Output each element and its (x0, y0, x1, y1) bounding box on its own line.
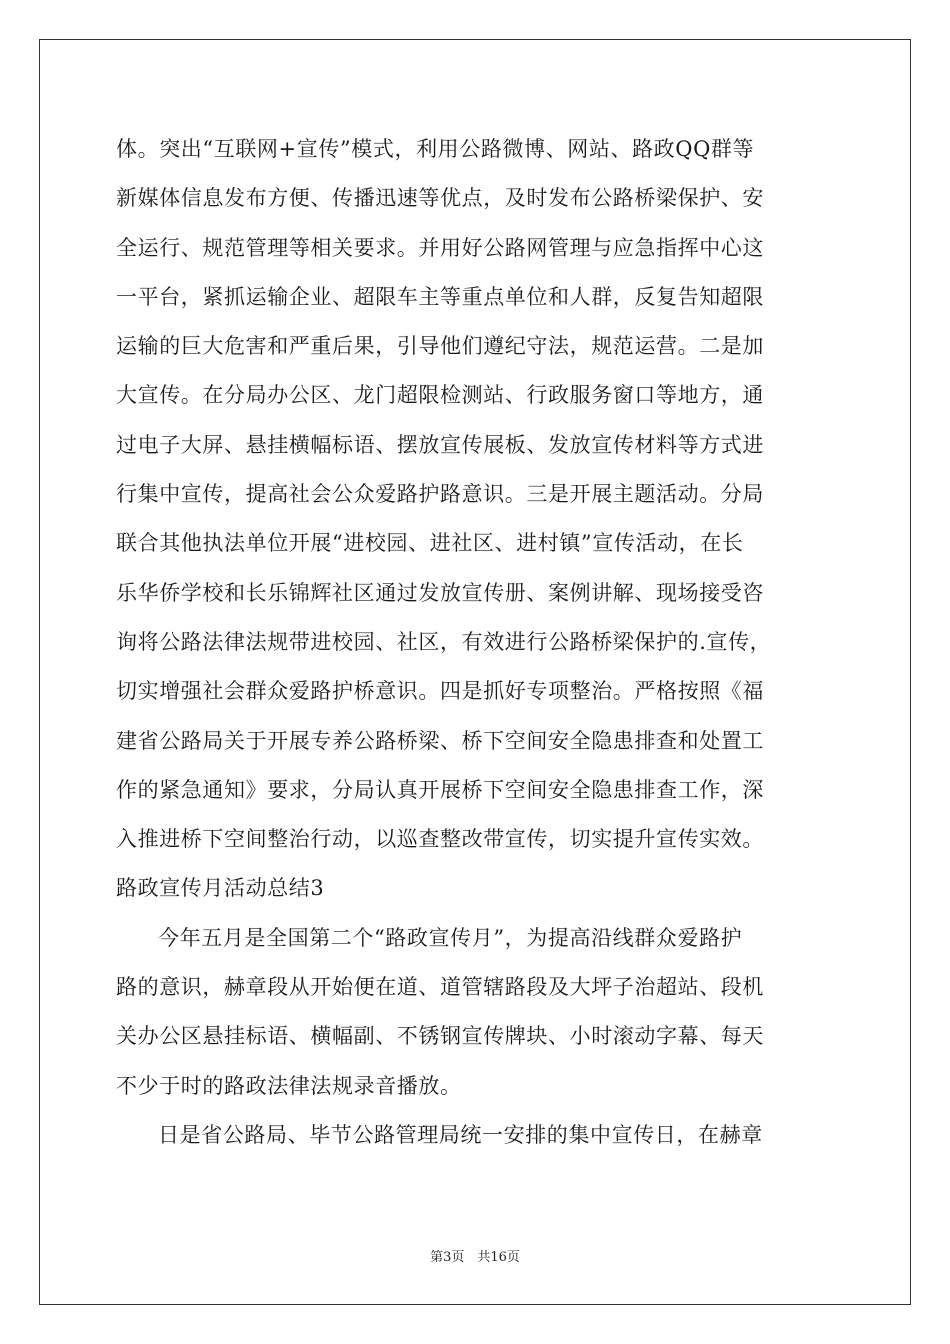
text-line: 过电子大屏、悬挂横幅标语、摆放宣传展板、发放宣传材料等方式进 (116, 432, 764, 457)
text-line: 一平台，紧抓运输企业、超限车主等重点单位和人群，反复告知超限 (116, 284, 764, 309)
text-line: 大宣传。在分局办公区、龙门超限检测站、行政服务窗口等地方，通 (116, 383, 764, 408)
text-line: 切实增强社会群众爱路护桥意识。四是抓好专项整治。严格按照《福 (116, 679, 764, 704)
text-line: 联合其他执法单位开展“进校园、进社区、进村镇”宣传活动，在长 (116, 531, 744, 556)
text-line: 行集中宣传，提高社会公众爱路护路意识。三是开展主题活动。分局 (116, 482, 764, 507)
text-line: 询将公路法律法规带进校园、社区，有效进行公路桥梁保护的.宣传， (116, 629, 772, 654)
text-line: 运输的巨大危害和严重后果，引导他们遵纪守法，规范运营。二是加 (116, 334, 764, 359)
document-body (116, 125, 836, 1160)
text-line: 作的紧急通知》要求，分局认真开展桥下空间安全隐患排查工作，深 (116, 777, 764, 802)
text-line: 新媒体信息发布方便、传播迅速等优点，及时发布公路桥梁保护、安 (116, 186, 764, 211)
text-line: 体。突出“互联网+宣传”模式，利用公路微博、网站、路政QQ群等 (116, 137, 755, 161)
text-line: 全运行、规范管理等相关要求。并用好公路网管理与应急指挥中心这 (116, 235, 764, 260)
text-line: 入推进桥下空间整治行动，以巡查整改带宣传，切实提升宣传实效。 (116, 827, 764, 852)
text-line: 今年五月是全国第二个“路政宣传月”，为提高沿线群众爱路护 (158, 925, 743, 950)
page-footer: 第3页 共16页 (430, 1250, 520, 1265)
text-line: 路的意识，赫章段从开始便在道、道管辖路段及大坪子治超站、段机 (116, 975, 764, 1000)
section-heading: 路政宣传月活动总结3 (116, 876, 325, 901)
text-line: 日是省公路局、毕节公路管理局统一安排的集中宣传日，在赫章 (158, 1122, 763, 1147)
text-line: 建省公路局关于开展专养公路桥梁、桥下空间安全隐患排查和处置工 (116, 728, 764, 753)
text-line: 不少于时的路政法律法规录音播放。 (116, 1073, 462, 1098)
text-line: 乐华侨学校和长乐锦辉社区通过发放宣传册、案例讲解、现场接受咨 (116, 580, 764, 605)
text-line: 关办公区悬挂标语、横幅副、不锈钢宣传牌块、小时滚动字幕、每天 (116, 1024, 764, 1049)
